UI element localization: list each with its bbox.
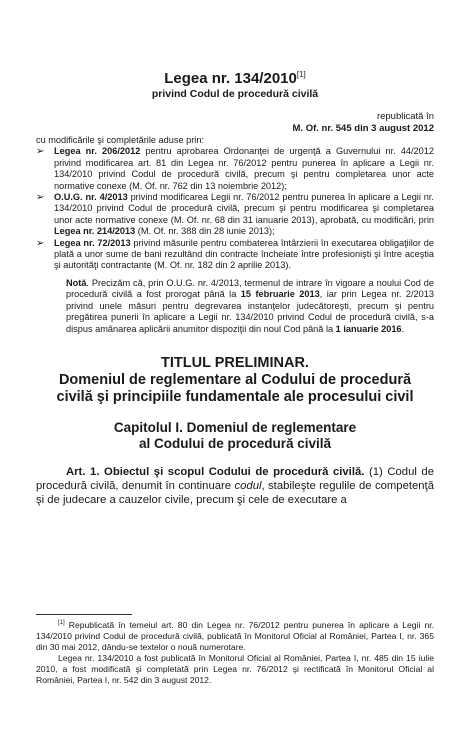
arrow-bullet-icon: ➢ bbox=[36, 237, 45, 249]
modifications-list bbox=[36, 146, 434, 271]
footnotes bbox=[36, 614, 434, 686]
preliminary-title-line1: TITLUL PRELIMINAR. bbox=[161, 354, 309, 371]
arrow-bullet-icon: ➢ bbox=[36, 146, 45, 158]
article-text: Codul de procedură civilă, denumit în continuare bbox=[36, 465, 434, 493]
modification-text-end: (M. Of. nr. 388 din 28 iunie 2013); bbox=[135, 226, 275, 237]
chapter-heading bbox=[36, 420, 434, 453]
law-subtitle: privind Codul de procedură civilă bbox=[151, 88, 319, 100]
law-title bbox=[36, 66, 434, 88]
modification-item bbox=[36, 238, 434, 272]
note-paragraph bbox=[36, 278, 434, 335]
article-1-paragraph bbox=[36, 465, 434, 508]
note-text: , iar prin Legea nr. 2/2013 privind unele măsuri pentru degrevarea instanţelor judecătoreşti, precum şi pentru pregătirea punerii în aplicare a Legii nr. 134/2010 privind Codul de procedură civilă, s-a dispus amânarea aplicării anumitor dispoziţii din noul Cod până la bbox=[66, 289, 434, 334]
chapter-heading-line2: al Codului de procedură civilă bbox=[138, 436, 332, 452]
modification-law: O.U.G. nr. 4/2013 bbox=[54, 192, 128, 203]
note-label: Notă bbox=[66, 277, 87, 288]
preliminary-title-line3: civilă şi principiile fundamentale ale procesului civil bbox=[56, 388, 414, 405]
modification-text: privind măsurile pentru combaterea întârzierii în executarea obligaţiilor de plată a unor sume de bani rezultând din contracte încheiate între profesionişti şi între aceştia şi autorităţi contractante (M. Of. nr. 182 din 2 aprilie 2013). bbox=[54, 237, 434, 271]
modifications-intro: cu modificările şi completările aduse prin: bbox=[36, 135, 204, 145]
modification-law: Legea nr. 72/2013 bbox=[54, 237, 131, 248]
note-text-end: . bbox=[401, 323, 405, 334]
paragraph-number: (1) bbox=[364, 465, 383, 478]
modification-item bbox=[36, 192, 434, 238]
chapter-heading-line1: Capitolul I. Domeniul de reglementare bbox=[113, 419, 357, 435]
note-date-2: 1 ianuarie 2016 bbox=[335, 323, 402, 334]
footnote-1-text: Republicată în temeiul art. 80 din Legea nr. 76/2012 pentru punerea în aplicare a Legii nr. 134/2010 privind Codul de procedură civilă, publicată în Monitorul Oficial al României, Partea I, nr. 365 din 30 mai 2012, dându-se textelor o nouă numerotare. bbox=[36, 619, 434, 652]
preliminary-title-line2: Domeniul de reglementare al Codului de procedură bbox=[58, 371, 412, 388]
modification-text: privind modificarea Legii nr. 76/2012 pentru punerea în aplicare a Legii nr. 134/2010 privind Codul de procedură civilă, precum şi pentru modificarea şi completarea unor acte normative conexe (M. Of. nr. 68 din 31 ianuarie 2013), aprobată, cu modificări, prin bbox=[54, 192, 434, 225]
note-text: . Precizăm că, prin O.U.G. nr. 4/2013, termenul de intrare în vigoare a noului Cod de procedură civilă a fost prorogat până la bbox=[66, 277, 434, 300]
article-text: , stabileşte regulile de competenţă şi de judecare a cauzelor civile, precum şi cele de executare a bbox=[36, 480, 434, 507]
note-date-1: 15 februarie 2013 bbox=[240, 289, 320, 300]
footnote-2: Legea nr. 134/2010 a fost publicată în Monitorul Oficial al României, Partea I, nr. 485 din 15 iulie 2010, a fost modificată şi completată prin Legea nr. 76/2012 şi rectificată în Monitorul Oficial al României, Partea I, nr. 542 din 3 august 2012. bbox=[36, 652, 434, 685]
republication-line1: republicată în bbox=[376, 111, 434, 122]
footnote-marker: [1] bbox=[58, 620, 65, 626]
article-heading: Art. 1. Obiectul şi scopul Codului de procedură civilă. bbox=[66, 465, 365, 478]
footnote-1 bbox=[36, 618, 434, 653]
republication-info bbox=[36, 111, 434, 135]
page-content bbox=[36, 66, 434, 508]
article-italic-term: codul bbox=[234, 480, 262, 493]
footnote-divider bbox=[36, 614, 132, 615]
republication-line2: M. Of. nr. 545 din 3 august 2012 bbox=[292, 123, 434, 134]
modification-law: Legea nr. 206/2012 bbox=[54, 146, 141, 157]
modification-text: pentru aprobarea Ordonanţei de urgenţă a Guvernului nr. 44/2012 privind modificarea art. 81 din Legea nr. 76/2012 pentru punerea în aplicare a Legii nr. 134/2010 privind Codul de procedură civilă, precum şi pentru completarea unor acte normative conexe (M. Of. nr. 762 din 13 noiembrie 2012); bbox=[54, 146, 435, 191]
modification-item bbox=[36, 146, 434, 192]
footnote-reference[interactable]: [1] bbox=[296, 70, 306, 79]
preliminary-title bbox=[36, 355, 434, 406]
law-title-text: Legea nr. 134/2010 bbox=[164, 70, 297, 87]
modification-law-approving: Legea nr. 214/2013 bbox=[54, 226, 136, 237]
arrow-bullet-icon: ➢ bbox=[36, 192, 45, 204]
